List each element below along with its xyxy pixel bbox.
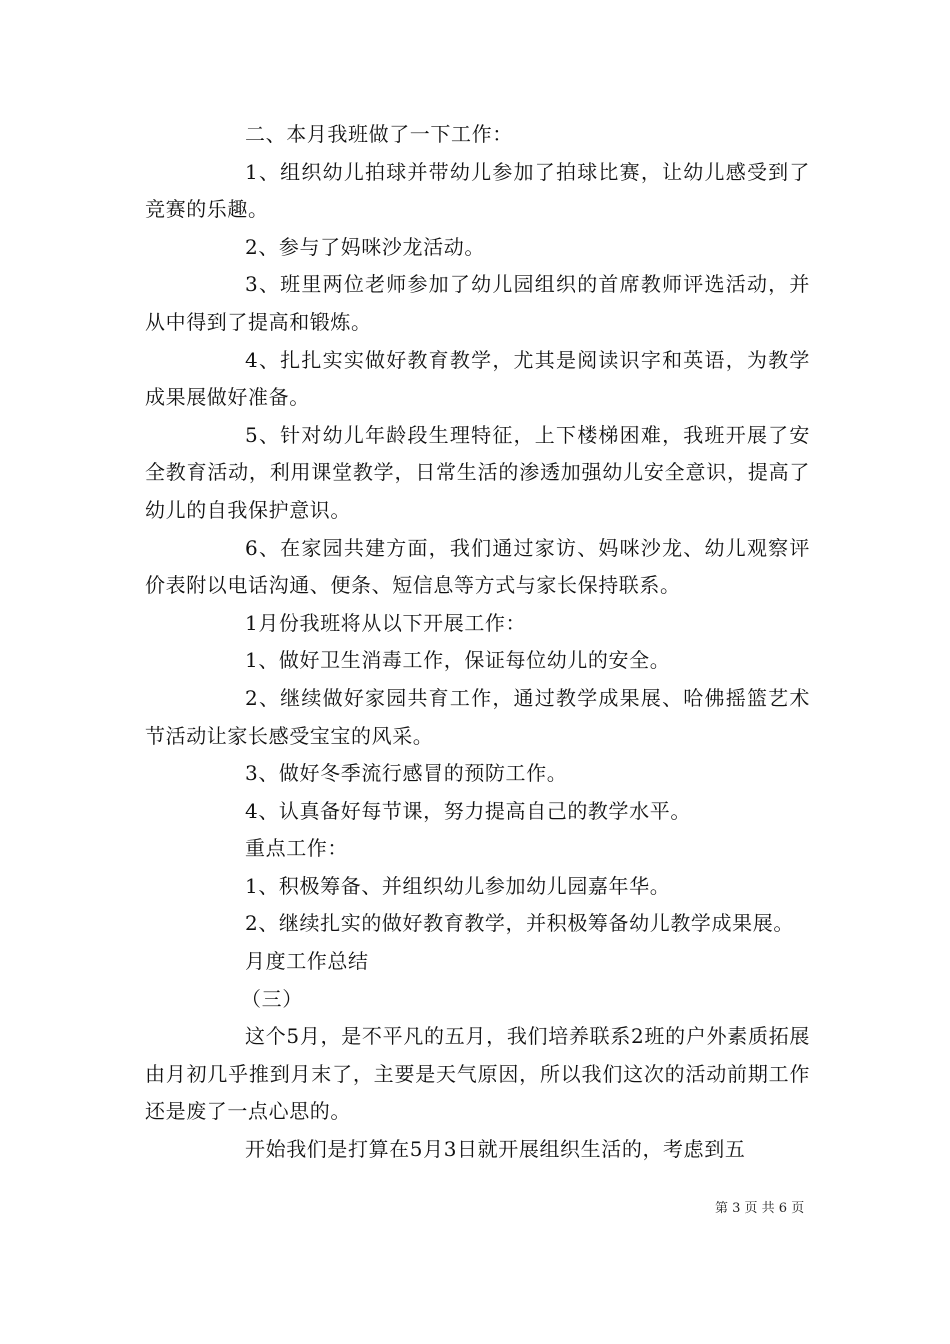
list-item: 1、做好卫生消毒工作，保证每位幼儿的安全。 [245,648,671,673]
body-paragraph: 这个5月，是不平凡的五月，我们培养联系2班的户外素质拓展由月初几乎推到月末了，主要是天气原因，所以我们这次的活动前期工作还是废了一点心思的。 [145,1024,810,1124]
list-item: 3、班里两位老师参加了幼儿园组织的首席教师评选活动，并从中得到了提高和锻炼。 [145,272,810,334]
section-heading: 重点工作： [245,836,348,861]
list-item: 4、认真备好每节课，努力提高自己的教学水平。 [245,798,691,823]
section-title: 月度工作总结 [245,949,369,974]
list-item: 1、组织幼儿拍球并带幼儿参加了拍球比赛，让幼儿感受到了竞赛的乐趣。 [145,159,810,222]
list-item: 4、扎扎实实做好教育教学，尤其是阅读识字和英语，为教学成果展做好准备。 [145,347,810,410]
document-body [145,116,810,1169]
list-item: 5、针对幼儿年龄段生理特征，上下楼梯困难，我班开展了安全教育活动，利用课堂教学，日常生活的渗透加强幼儿安全意识，提高了幼儿的自我保护意识。 [145,422,810,522]
body-paragraph: 开始我们是打算在5月3日就开展组织生活的，考虑到五 [245,1137,746,1162]
list-item: 2、参与了妈咪沙龙活动。 [245,234,485,259]
list-item: 2、继续扎实的做好教育教学，并积极筹备幼儿教学成果展。 [245,911,794,936]
section-number: （三） [241,986,303,1011]
list-item: 3、做好冬季流行感冒的预防工作。 [245,761,568,786]
section-heading: 二、本月我班做了一下工作： [245,122,513,146]
list-item: 1、积极筹备、并组织幼儿参加幼儿园嘉年华。 [245,873,671,898]
page-number-footer: 第 3 页 共 6 页 [715,1201,805,1216]
list-item: 2、继续做好家园共育工作，通过教学成果展、哈佛摇篮艺术节活动让家长感受宝宝的风采。 [145,685,810,748]
section-heading: 1月份我班将从以下开展工作： [245,610,527,635]
list-item: 6、在家园共建方面，我们通过家访、妈咪沙龙、幼儿观察评价表附以电话沟通、便条、短信息等方式与家长保持联系。 [145,535,810,598]
